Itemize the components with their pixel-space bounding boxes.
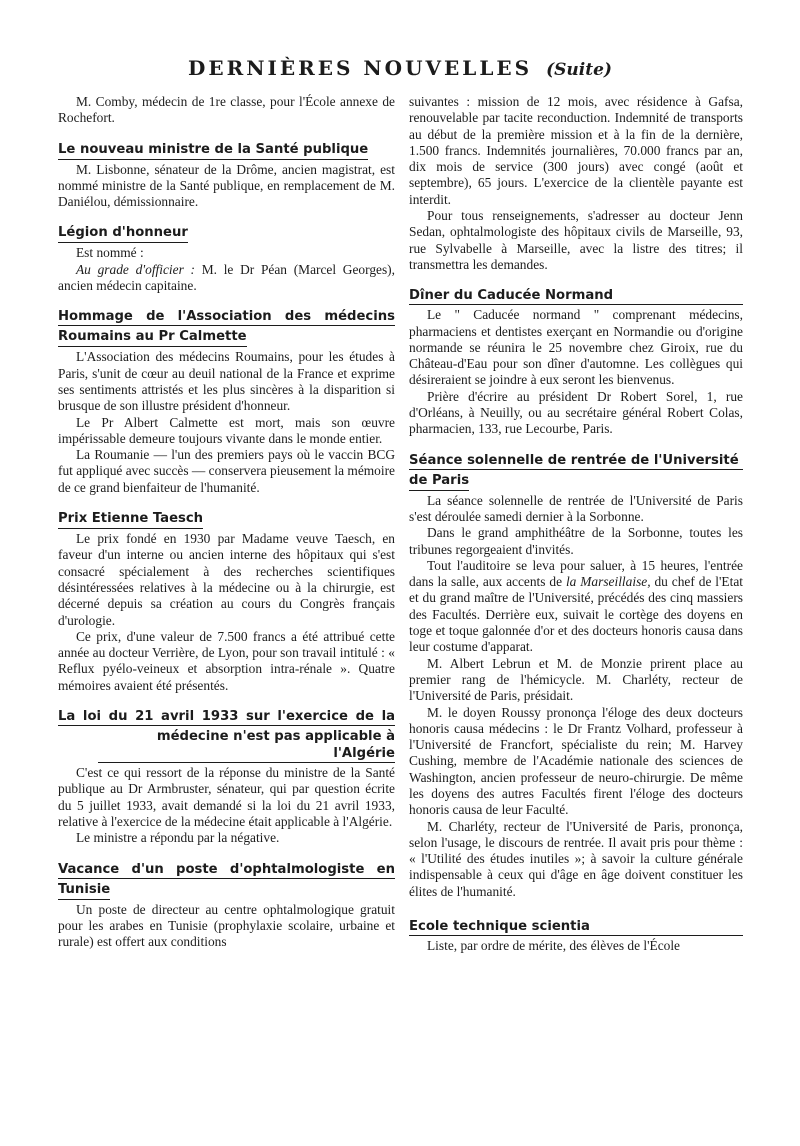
- seance-paragraph-1: La séance solennelle de rentrée de l'Université de Paris s'est déroulée samedi dernier à la Sorbonne.: [409, 492, 743, 524]
- seance-paragraph-6: M. Charléty, recteur de l'Université de Paris, prononça, selon l'usage, le discours de rentrée. Il avait pris pour thème : « l'Utilité des études inutiles »; à savoir la culture générale indispensable à ceux qui d'âge en âge doivent constituer les élites de l'humanité.: [409, 818, 743, 899]
- section-title-loi: La loi du 21 avril 1933 sur l'exercice de la médecine n'est pas applicable à l'Algérie: [58, 709, 395, 762]
- seance-paragraph-2: Dans le grand amphithéâtre de la Sorbonne, toutes les tribunes regorgeaient d'invités.: [409, 525, 743, 557]
- section-title-caducee: Dîner du Caducée Normand: [409, 287, 743, 307]
- vacance-continued-paragraph-1: suivantes : mission de 12 mois, avec résidence à Gafsa, renouvelable par tacite reconduction. Indemnité de transports au début de la première mission et à la fin de la dernière, 1.500 francs. Indemnités journalières, 70.000 francs par an, dix mois de service (300 jours) avec congé (août et septembre), 65 jours. L'exercice de la clientèle payante est interdit.: [409, 94, 743, 207]
- seance-paragraph-3: Tout l'auditoire se leva pour saluer, à 15 heures, l'entrée dans la salle, aux accents de la Marseillaise, du chef de l'Etat et du grand maître de l'Université, précédés des cinq massiers des Facultés. Derrière eux, suivait le cortège des doyens en toge et toque galonnée d'or et des docteurs honoris causa dans leur costume d'apparat.: [409, 557, 743, 655]
- loi-paragraph-1: C'est ce qui ressort de la réponse du ministre de la Santé publique au Dr Armbruster, sénateur, qui par question écrite du 5 juillet 1933, avait demandé si la loi du 21 avril 1933, relative à l'exercice de la médecine était applicable à l'Algérie.: [58, 765, 395, 829]
- intro-paragraph: M. Comby, médecin de 1re classe, pour l'École annexe de Rochefort.: [58, 94, 395, 126]
- seance-paragraph-5: M. le doyen Roussy prononça l'éloge des deux docteurs honoris causa médecins : le Dr Frantz Volhard, professeur à l'Université de Francfort, spécialiste du rein; M. Harvey Cushing, membre de l'Académie nationale des sciences de Washington, ancien professeur de neuro-chirurgie. De même les doyens des autres Facultés firent l'éloge des docteurs honoris causa de leur Faculté.: [409, 704, 743, 818]
- vacance-paragraph: Un poste de directeur au centre ophtalmologique gratuit pour les arabes en Tunisie (prophylaxie scolaire, urbaine et rurale) est offert aux conditions: [58, 901, 395, 950]
- hommage-paragraph-3: La Roumanie — l'un des premiers pays où le vaccin BCG fut appliqué avec succès — conservera pieusement la mémoire de ce grand bienfaiteur de l'humanité.: [58, 447, 395, 495]
- loi-paragraph-2: Le ministre a répondu par la négative.: [76, 830, 280, 846]
- legion-paragraph-2: Au grade d'officier : M. le Dr Péan (Marcel Georges), ancien médecin capitaine.: [58, 261, 395, 294]
- right-column: [409, 94, 743, 954]
- hommage-paragraph-1: L'Association des médecins Roumains, pour les études à Paris, s'unit de cœur au deuil national de la France et exprime ses sentiments attristés et les plus sincères à la disparition si brusque de son illustre président d'honneur.: [58, 349, 395, 414]
- section-title-taesch: Prix Etienne Taesch: [58, 510, 395, 531]
- section-title-legion: Légion d'honneur: [58, 224, 395, 245]
- page-title: [0, 56, 800, 80]
- caducee-paragraph-2: Prière d'écrire au président Dr Robert Sorel, 1, rue d'Orléans, à Neuilly, ou au secrétaire général Robert Colas, pharmacien, 133, rue Lecourbe, Paris.: [409, 388, 743, 437]
- section-title-vacance: Vacance d'un poste d'ophtalmologiste en Tunisie: [58, 861, 395, 902]
- taesch-paragraph-2: Ce prix, d'une valeur de 7.500 francs a été attribué cette année au docteur Verrière, de Lyon, pour son travail intitulé : « Reflux pyélo-veineux et absorption intra-rénale ». Quatre mémoires avaient été présentés.: [58, 628, 395, 693]
- page-title-suite: (Suite): [546, 60, 612, 80]
- ministre-paragraph: M. Lisbonne, sénateur de la Drôme, ancien magistrat, est nommé ministre de la Santé publique, en remplacement de M. Daniélou, démissionnaire.: [58, 161, 395, 210]
- section-title-ministre: Le nouveau ministre de la Santé publique: [58, 141, 395, 162]
- scientia-paragraph: Liste, par ordre de mérite, des élèves de l'École: [427, 938, 681, 954]
- page-title-text: DERNIÈRES NOUVELLES: [188, 56, 533, 80]
- vacance-continued-paragraph-2: Pour tous renseignements, s'adresser au docteur Jenn Sedan, ophtalmologiste des hôpitaux civils de Marseille, 93, rue Sylvabelle à Marseille, avec la listre des titres; il transmettra les demandes.: [409, 208, 743, 272]
- left-column: [58, 94, 395, 950]
- section-title-seance: Séance solennelle de rentrée de l'Université de Paris: [409, 452, 743, 493]
- section-title-scientia: Ecole technique scientia: [409, 918, 743, 938]
- taesch-paragraph-1: Le prix fondé en 1930 par Madame veuve Taesch, en faveur d'un interne ou ancien interne des hôpitaux qui s'est consacré spécialement à des recherches scientifiques désintéressées relatives à la médecine ou à la chirurgie, est décerné depuis sa création au cours du Congrès français d'urologie.: [58, 531, 395, 628]
- seance-paragraph-4: M. Albert Lebrun et M. de Monzie prirent place au premier rang de l'hémicycle. M. Charléty, recteur de l'Université de Paris, présidait.: [409, 655, 743, 704]
- hommage-paragraph-2: Le Pr Albert Calmette est mort, mais son œuvre impérissable demeure toujours vivante dans le monde entier.: [58, 414, 395, 446]
- section-title-hommage: Hommage de l'Association des médecins Roumains au Pr Calmette: [58, 308, 395, 349]
- caducee-paragraph-1: Le " Caducée normand " comprenant médecins, pharmaciens et dentistes exerçant en Normandie ou d'origine normande se réunira le 25 novembre chez Giroix, rue du Château-d'Eau pour son dîner d'automne. Les collègues qui désireraient se joindre à eux seront les bienvenus.: [409, 307, 743, 388]
- legion-paragraph-1: Est nommé :: [76, 245, 144, 261]
